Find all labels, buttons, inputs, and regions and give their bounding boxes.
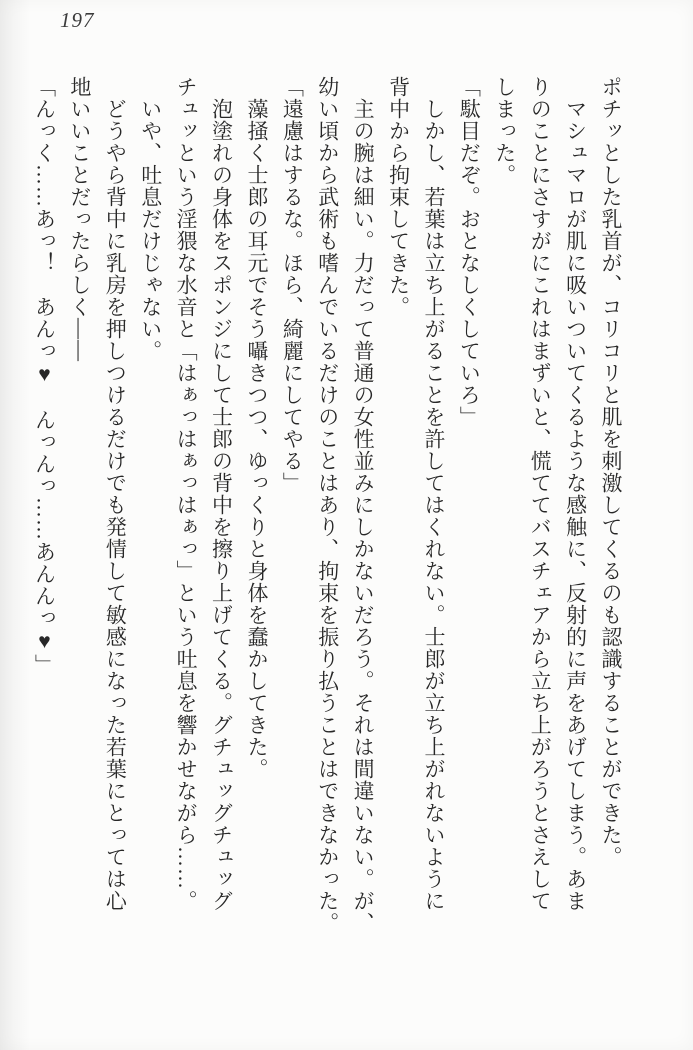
text-line: どうやら背中に乳房を押しつけるだけでも発情して敏感になった若葉にとっては心: [103, 76, 128, 912]
text-line: 藻掻く士郎の耳元でそう囁きつつ、ゆっくりと身体を蠢かしてきた。: [244, 76, 269, 780]
text-line: 背中から拘束してきた。: [386, 76, 411, 318]
text-line: しまった。: [492, 76, 517, 186]
text-line: 「んっく……あっ！ あんっ♥ んっんっ……あんんっ♥」: [32, 76, 57, 676]
text-line: チュッという淫猥な水音と「はぁっはぁっはぁっ」という吐息を響かせながら……。: [174, 76, 199, 912]
text-line: ポチッとした乳首が、コリコリと肌を刺激してくるのも認識することができた。: [599, 76, 623, 868]
text-line: 「駄目だぞ。おとなしくしていろ」: [457, 76, 482, 428]
page-number: 197: [60, 8, 95, 32]
text-line: 主の腕は細い。力だって普通の女性並みにしかないだろう。それは間違いない。が、: [351, 76, 376, 934]
text-line: 「遠慮はするな。ほら、綺麗にしてやる」: [280, 76, 305, 494]
vertical-text-block: [22, 76, 628, 964]
text-line: 地いいことだったらしく――: [67, 76, 92, 362]
text-line: 泡塗れの身体をスポンジにして士郎の背中を擦り上げてくる。グチュッグチュッグ: [209, 76, 234, 912]
text-line: マシュマロが肌に吸いついてくるような感触に、反射的に声をあげてしまう。あま: [563, 76, 588, 912]
text-line: 幼い頃から武術も嗜んでいるだけのことはあり、拘束を振り払うことはできなかった。: [315, 76, 340, 934]
text-line: しかし、若葉は立ち上がることを許してはくれない。士郎が立ち上がれないように: [421, 76, 446, 912]
text-line: りのことにさすがにこれはまずいと、慌ててバスチェアから立ち上がろうとさえして: [528, 76, 553, 912]
text-line: いや、吐息だけじゃない。: [138, 76, 163, 362]
